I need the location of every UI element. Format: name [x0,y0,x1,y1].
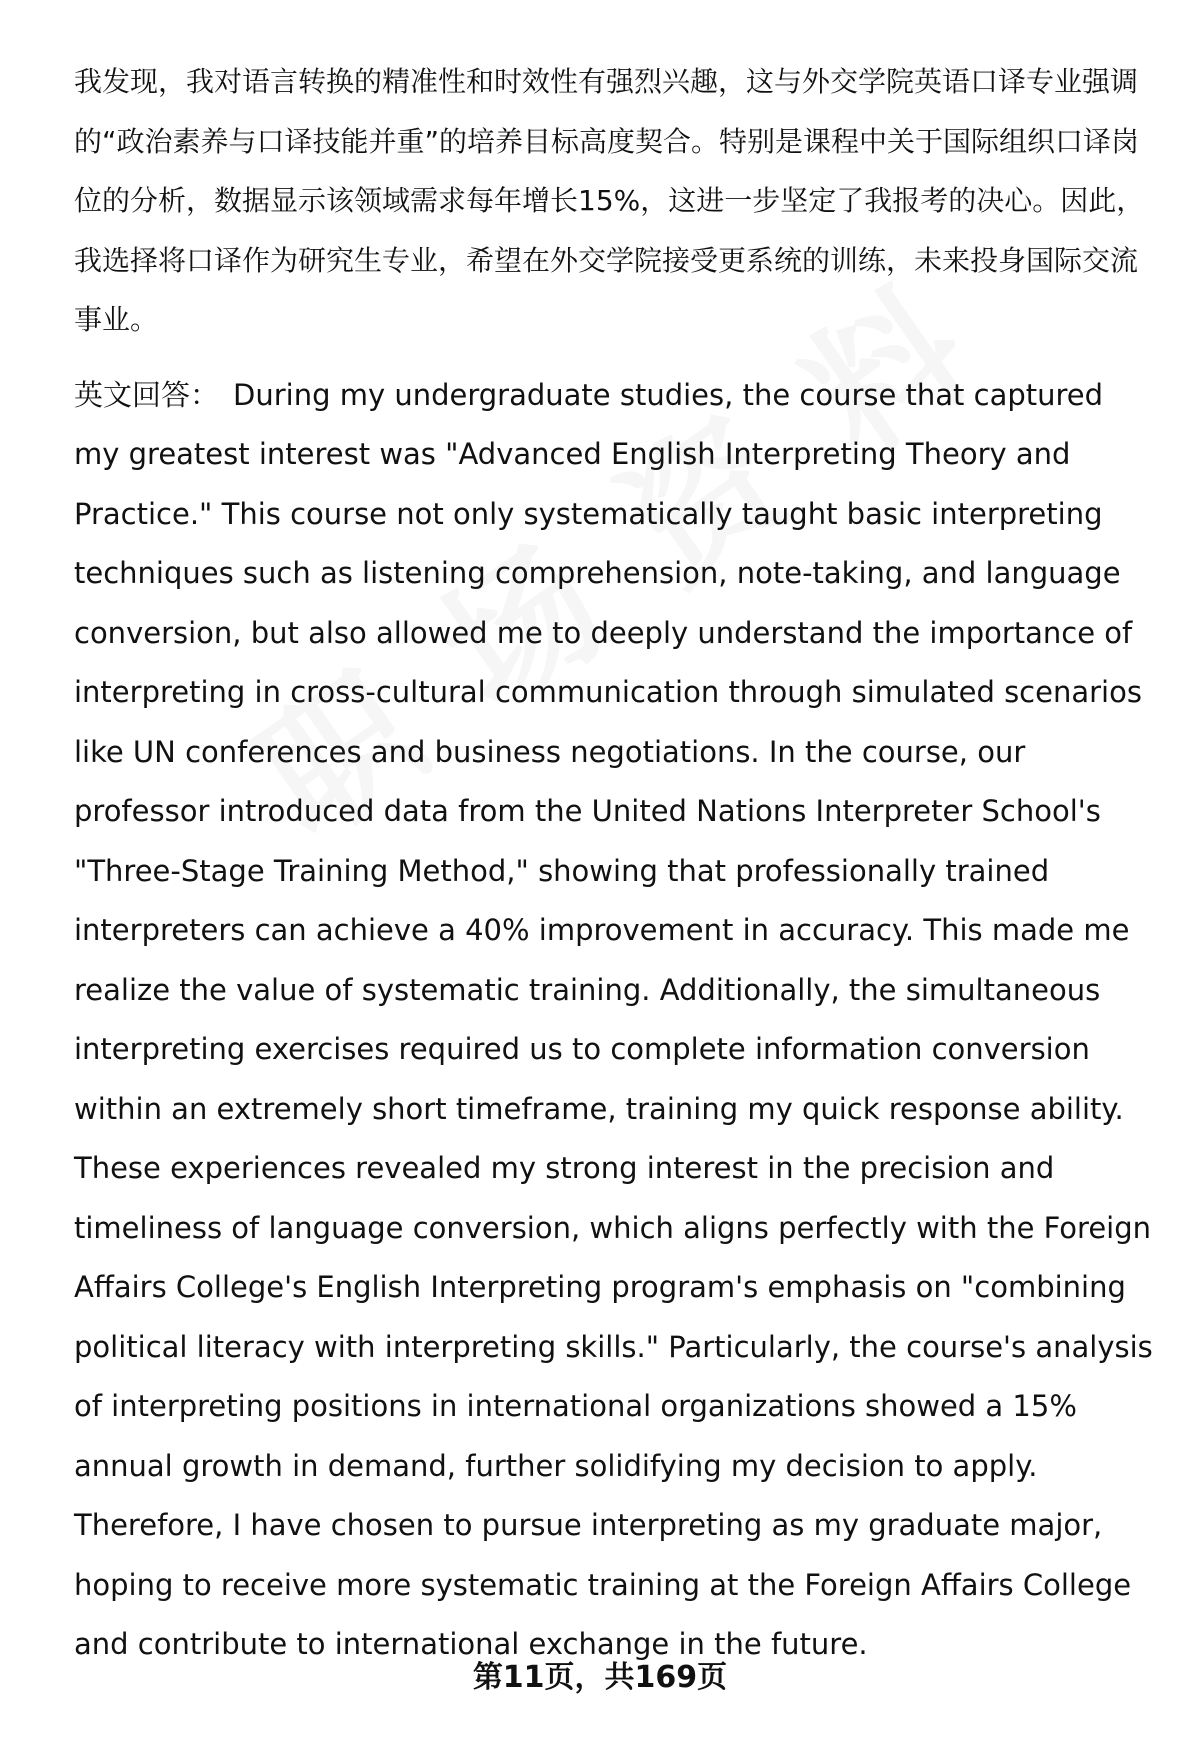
chinese-answer-paragraph: 我发现，我对语言转换的精准性和时效性有强烈兴趣，这与外交学院英语口译专业强调的“政治素养与口译技能并重”的培养目标高度契合。特别是课程中关于国际组织口译岗位的分析，数据显示该领域需求每年增长15%，这进一步坚定了我报考的决心。因此，我选择将口译作为研究生专业，希望在外交学院接受更系统的训练，未来投身国际交流事业。 [74,65,1145,336]
english-answer-text: During my undergraduate studies, the course that captured my greatest interest was "Advanced English Interpreting Theory and Practice." This course not only systematically taught basic interpreting techniques such as listening comprehension, note-taking, and language conversion, but also allowed me to deeply understand the importance of interpreting in cross-cultural communication through simulated scenarios like UN conferences and business negotiations. In the course, our professor introduced data from the United Nations Interpreter School's "Three-Stage Training Method," showing that professionally trained interpreters can achieve a 40% improvement in accuracy. This made me realize the value of systematic training. Additionally, the simultaneous interpreting exercises required us to complete information conversion within an extremely short timeframe, training my quick response ability. These experiences revealed my strong interest in the precision and timeliness of language conversion, which aligns perfectly with the Foreign Affairs College's English Interpreting program's emphasis on "combining political literacy with interpreting skills." Particularly, the course's analysis of interpreting positions in international organizations showed a 15% annual growth in demand, further solidifying my decision to apply. Therefore, I have chosen to pursue interpreting as my graduate major, hoping to receive more systematic training at the Foreign Affairs College and contribute to international exchange in the future. [74,377,1153,1661]
english-answer-label: 英文回答： [74,377,220,412]
document-body [74,52,1154,1675]
english-answer-paragraph [74,366,1154,1675]
page-number-footer: 第11页，共169页 [472,1660,728,1695]
